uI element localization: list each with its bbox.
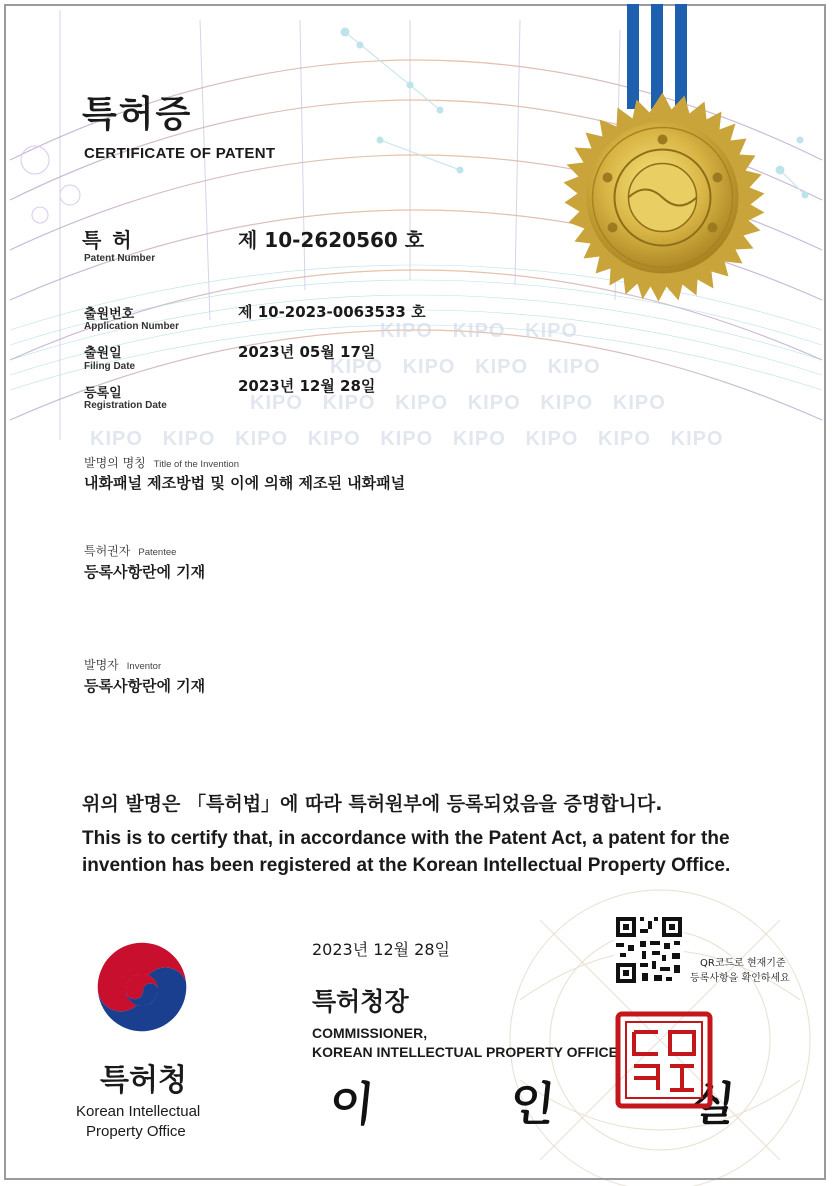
inventor-value: 등록사항란에 기재 [84,677,206,695]
qr-note-line2: 등록사항을 확인하세요 [690,973,790,984]
filing-date-label-en: Filing Date [84,361,136,372]
official-seal-stamp [614,1010,714,1110]
commissioner-title-en-line1: COMMISSIONER, [312,1025,428,1041]
commissioner-title-ko: 특허청장 [312,987,409,1016]
invention-label [84,452,239,471]
patent-number-label: 특 허 [82,228,134,252]
kipo-logo-icon [92,940,192,1040]
watermark-row: KIPO KIPO KIPO [380,320,579,342]
office-name-en-line1: Korean Intellectual [76,1103,201,1120]
issue-date: 2023년 12월 28일 [312,940,450,959]
gold-seal [555,90,770,305]
patentee-value: 등록사항란에 기재 [84,563,206,581]
invention-title: 내화패널 제조방법 및 이에 의해 제조된 내화패널 [84,474,406,492]
patent-number-label-en: Patent Number [84,253,156,264]
watermark-row: KIPO KIPO KIPO KIPO [330,356,601,378]
invention-label-en: Title of the Invention [153,459,239,470]
application-number-label: 출원번호 [84,307,135,322]
certification-statement-en-line2: invention has been registered at the Korean Intellectual Property Office. [82,855,731,876]
certificate-subtitle: CERTIFICATE OF PATENT [84,145,276,162]
patentee-label-ko: 특허권자 [84,544,131,558]
office-name-ko: 특허청 [100,1063,187,1098]
office-name-en-line2: Property Office [86,1123,186,1140]
watermark-row: KIPO KIPO KIPO KIPO KIPO KIPO KIPO KIPO KIPO [90,428,724,450]
filing-date-label: 출원일 [84,346,122,361]
commissioner-title-en-line2: KOREAN INTELLECTUAL PROPERTY OFFICE [312,1044,618,1060]
application-number-value: 제 10-2023-0063533 호 [238,303,426,321]
inventor-label [84,654,161,673]
watermark-row: KIPO KIPO KIPO KIPO KIPO KIPO [250,392,666,414]
certificate-title: 특허증 [82,94,193,135]
certification-statement-en-line1: This is to certify that, in accordance with the Patent Act, a patent for the [82,828,730,849]
commissioner-signature: 이 인 실 [326,1077,798,1131]
inventor-label-en: Inventor [126,661,162,672]
qr-code [614,915,684,985]
patentee-label-en: Patentee [138,547,177,558]
application-number-label-en: Application Number [84,321,180,332]
registration-date-label-en: Registration Date [84,400,167,411]
invention-label-ko: 발명의 명칭 [84,456,146,470]
patentee-label [84,540,176,559]
certification-statement-ko: 위의 발명은 「특허법」에 따라 특허원부에 등록되었음을 증명합니다. [82,793,663,815]
registration-date-value: 2023년 12월 28일 [238,377,376,395]
inventor-label-ko: 발명자 [84,658,119,672]
registration-date-label: 등록일 [84,386,122,401]
qr-note-line1: QR코드로 현재기준 [700,958,786,969]
patent-number-value: 제 10-2620560 호 [238,228,425,252]
filing-date-value: 2023년 05월 17일 [238,343,376,361]
